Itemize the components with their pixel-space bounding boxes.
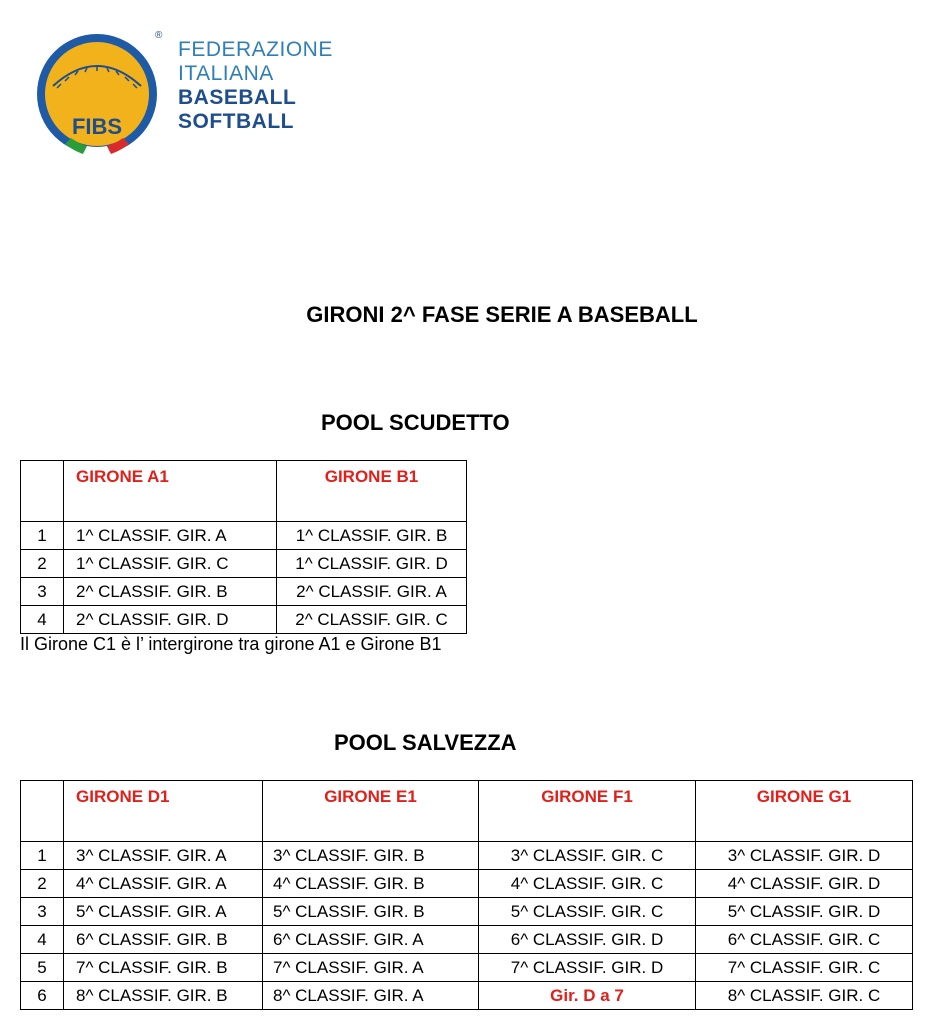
table-header-row [21, 781, 913, 842]
row-number: 2 [21, 550, 64, 578]
row-number: 1 [21, 842, 64, 870]
table-cell: 6^ CLASSIF. GIR. D [479, 926, 696, 954]
table-cell: 5^ CLASSIF. GIR. C [479, 898, 696, 926]
table-cell: 8^ CLASSIF. GIR. A [263, 982, 479, 1010]
scudetto-title: POOL SCUDETTO [321, 410, 510, 435]
table-cell: 1^ CLASSIF. GIR. A [64, 522, 277, 550]
table-row [21, 954, 913, 982]
header-girone-a1: GIRONE A1 [64, 461, 277, 522]
table-cell: 6^ CLASSIF. GIR. C [696, 926, 913, 954]
table-cell: 7^ CLASSIF. GIR. D [479, 954, 696, 982]
row-number: 4 [21, 606, 64, 634]
row-number: 5 [21, 954, 64, 982]
logo-line-italiana: ITALIANA [178, 62, 274, 85]
table-cell: 3^ CLASSIF. GIR. B [263, 842, 479, 870]
table-cell: 2^ CLASSIF. GIR. B [64, 578, 277, 606]
table-cell: 5^ CLASSIF. GIR. B [263, 898, 479, 926]
scudetto-table [20, 460, 467, 634]
row-number: 2 [21, 870, 64, 898]
header-girone-g1: GIRONE G1 [696, 781, 913, 842]
table-row [21, 550, 467, 578]
table-cell: 6^ CLASSIF. GIR. A [263, 926, 479, 954]
header-girone-f1: GIRONE F1 [479, 781, 696, 842]
table-header-row [21, 461, 467, 522]
table-cell: 4^ CLASSIF. GIR. D [696, 870, 913, 898]
header-girone-b1: GIRONE B1 [277, 461, 467, 522]
table-cell: 1^ CLASSIF. GIR. B [277, 522, 467, 550]
salvezza-table [20, 780, 913, 1010]
row-number: 3 [21, 898, 64, 926]
table-cell: 2^ CLASSIF. GIR. D [64, 606, 277, 634]
table-cell: 7^ CLASSIF. GIR. A [263, 954, 479, 982]
header-girone-d1: GIRONE D1 [64, 781, 263, 842]
row-number: 3 [21, 578, 64, 606]
table-row [21, 522, 467, 550]
table-row [21, 982, 913, 1010]
row-number: 6 [21, 982, 64, 1010]
header-girone-e1: GIRONE E1 [263, 781, 479, 842]
logo-line-baseball: BASEBALL [178, 86, 297, 109]
table-cell: 7^ CLASSIF. GIR. C [696, 954, 913, 982]
table-cell: 2^ CLASSIF. GIR. C [277, 606, 467, 634]
fibs-logo [35, 26, 165, 164]
header-cell-empty [21, 781, 64, 842]
table-cell: 4^ CLASSIF. GIR. A [64, 870, 263, 898]
table-cell: 3^ CLASSIF. GIR. D [696, 842, 913, 870]
header-cell-empty [21, 461, 64, 522]
page-title: GIRONI 2^ FASE SERIE A BASEBALL [306, 302, 698, 327]
table-cell: 4^ CLASSIF. GIR. B [263, 870, 479, 898]
table-cell: 5^ CLASSIF. GIR. D [696, 898, 913, 926]
row-number: 1 [21, 522, 64, 550]
table-cell: 2^ CLASSIF. GIR. A [277, 578, 467, 606]
table-cell: 3^ CLASSIF. GIR. C [479, 842, 696, 870]
row-number: 4 [21, 926, 64, 954]
scudetto-note: Il Girone C1 è l’ intergirone tra girone A1 e Girone B1 [20, 634, 442, 654]
salvezza-title: POOL SALVEZZA [334, 730, 517, 755]
table-row [21, 606, 467, 634]
logo-badge-text: FIBS [71, 114, 123, 139]
table-cell: 5^ CLASSIF. GIR. A [64, 898, 263, 926]
table-row [21, 870, 913, 898]
table-cell: 1^ CLASSIF. GIR. D [277, 550, 467, 578]
logo-line-softball: SOFTBALL [178, 110, 294, 133]
table-row [21, 926, 913, 954]
table-cell: 3^ CLASSIF. GIR. A [64, 842, 263, 870]
table-cell: 8^ CLASSIF. GIR. B [64, 982, 263, 1010]
logo-text [178, 38, 333, 134]
table-cell: 1^ CLASSIF. GIR. C [64, 550, 277, 578]
table-cell: 4^ CLASSIF. GIR. C [479, 870, 696, 898]
table-cell: 7^ CLASSIF. GIR. B [64, 954, 263, 982]
table-cell-highlight: Gir. D a 7 [479, 982, 696, 1010]
registered-mark: ® [155, 30, 163, 41]
table-cell: 8^ CLASSIF. GIR. C [696, 982, 913, 1010]
table-row [21, 578, 467, 606]
table-cell: 6^ CLASSIF. GIR. B [64, 926, 263, 954]
table-row [21, 898, 913, 926]
logo-line-federazione: FEDERAZIONE [178, 38, 333, 61]
table-row [21, 842, 913, 870]
